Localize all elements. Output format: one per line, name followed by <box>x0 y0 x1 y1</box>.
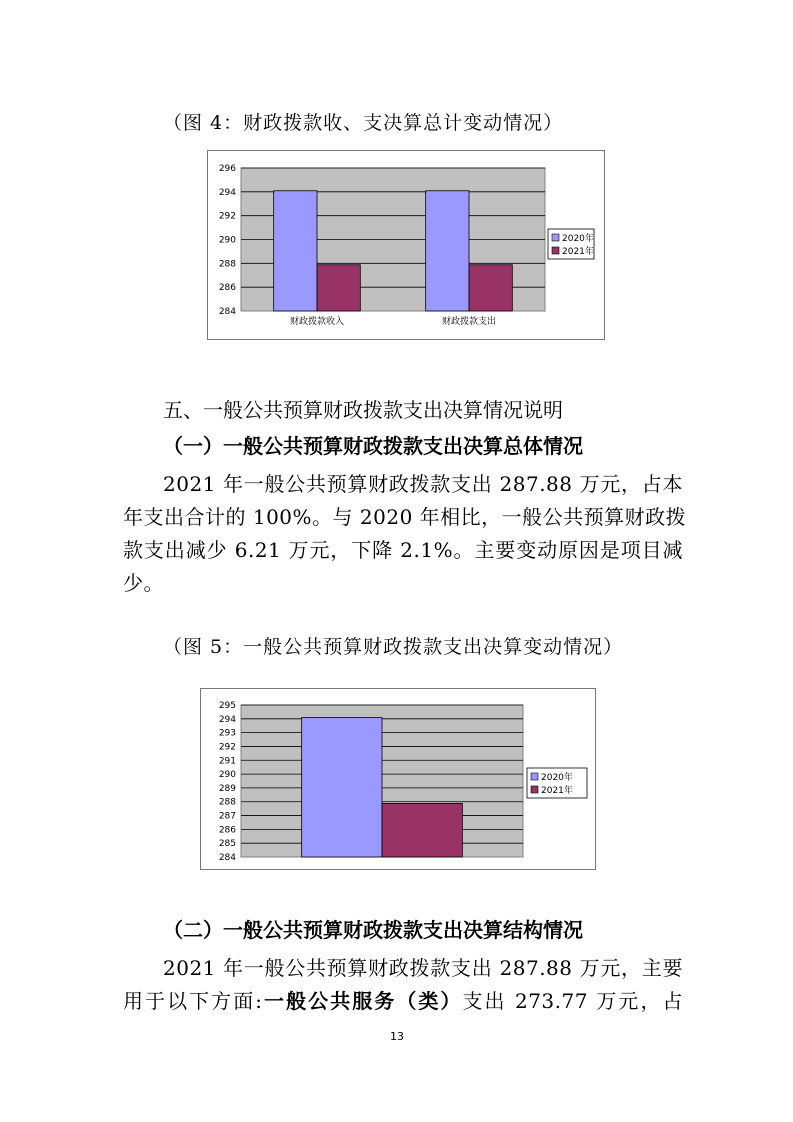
y-tick-label: 284 <box>218 853 236 863</box>
y-tick-label: 292 <box>218 742 236 753</box>
y-tick-label: 285 <box>218 839 236 850</box>
chart-fig5 <box>200 688 596 870</box>
bar <box>274 191 317 311</box>
bar <box>317 265 360 311</box>
y-tick-label: 295 <box>218 701 236 711</box>
bar <box>469 265 512 311</box>
legend-swatch <box>552 234 559 241</box>
fig4-caption: （图 4：财政拨款收、支决算总计变动情况） <box>163 112 564 134</box>
bar <box>426 191 469 311</box>
legend-label: 2021年 <box>541 786 573 796</box>
y-tick-label: 291 <box>218 756 236 767</box>
sub1-line-2: 年支出合计的 100%。与 2020 年相比，一般公共预算财政拨 <box>123 505 687 529</box>
bar <box>382 803 462 857</box>
legend-label: 2020年 <box>562 234 594 244</box>
sub2-line-2-bold: 一般公共服务（类） <box>262 989 463 1013</box>
sub2-line-2-suffix: 支出 273.77 万元，占 <box>462 989 683 1013</box>
y-tick-label: 293 <box>218 728 236 739</box>
legend-swatch <box>531 773 538 780</box>
section5-heading: 五、一般公共预算财政拨款支出决算情况说明 <box>163 398 563 422</box>
chart-fig4-svg <box>208 151 604 339</box>
sub2-line-2 <box>123 985 683 1018</box>
y-tick-label: 288 <box>218 259 236 270</box>
sub1-paragraph <box>123 468 687 600</box>
sub1-heading: （一）一般公共预算财政拨款支出决算总体情况 <box>163 434 583 458</box>
y-tick-label: 286 <box>218 283 236 294</box>
sub2-line-1: 2021 年一般公共预算财政拨款支出 287.88 万元，主要 <box>163 956 683 980</box>
page-number: 13 <box>390 1030 404 1043</box>
legend-label: 2020年 <box>541 773 573 783</box>
sub1-line-3: 款支出减少 6.21 万元，下降 2.1%。主要变动原因是项目减 <box>123 538 683 562</box>
sub1-line-4: 少。 <box>123 571 164 595</box>
y-tick-label: 294 <box>218 714 236 725</box>
y-tick-label: 294 <box>218 187 236 198</box>
y-tick-label: 284 <box>218 307 236 317</box>
legend-swatch <box>531 786 538 793</box>
y-tick-label: 290 <box>218 235 236 246</box>
y-tick-label: 296 <box>218 164 236 174</box>
y-tick-label: 289 <box>218 783 236 794</box>
chart-fig4 <box>207 150 605 340</box>
y-tick-label: 288 <box>218 797 236 808</box>
sub2-heading: （二）一般公共预算财政拨款支出决算结构情况 <box>163 918 583 942</box>
sub2-line-2-prefix: 用于以下方面: <box>123 989 263 1013</box>
y-tick-label: 290 <box>218 770 236 781</box>
y-tick-label: 287 <box>218 811 236 822</box>
x-tick-label: 财政拨款支出 <box>441 317 497 327</box>
y-tick-label: 286 <box>218 825 236 836</box>
fig5-caption: （图 5：一般公共预算财政拨款支出决算变动情况） <box>163 636 624 658</box>
legend-label: 2021年 <box>562 247 594 257</box>
sub1-line-1: 2021 年一般公共预算财政拨款支出 287.88 万元，占本 <box>163 472 683 496</box>
sub2-paragraph <box>123 952 683 1018</box>
bar <box>302 718 382 857</box>
x-tick-label: 财政拨款收入 <box>289 317 345 327</box>
legend-swatch <box>552 247 559 254</box>
chart-fig5-svg <box>201 689 595 869</box>
y-tick-label: 292 <box>218 211 236 222</box>
